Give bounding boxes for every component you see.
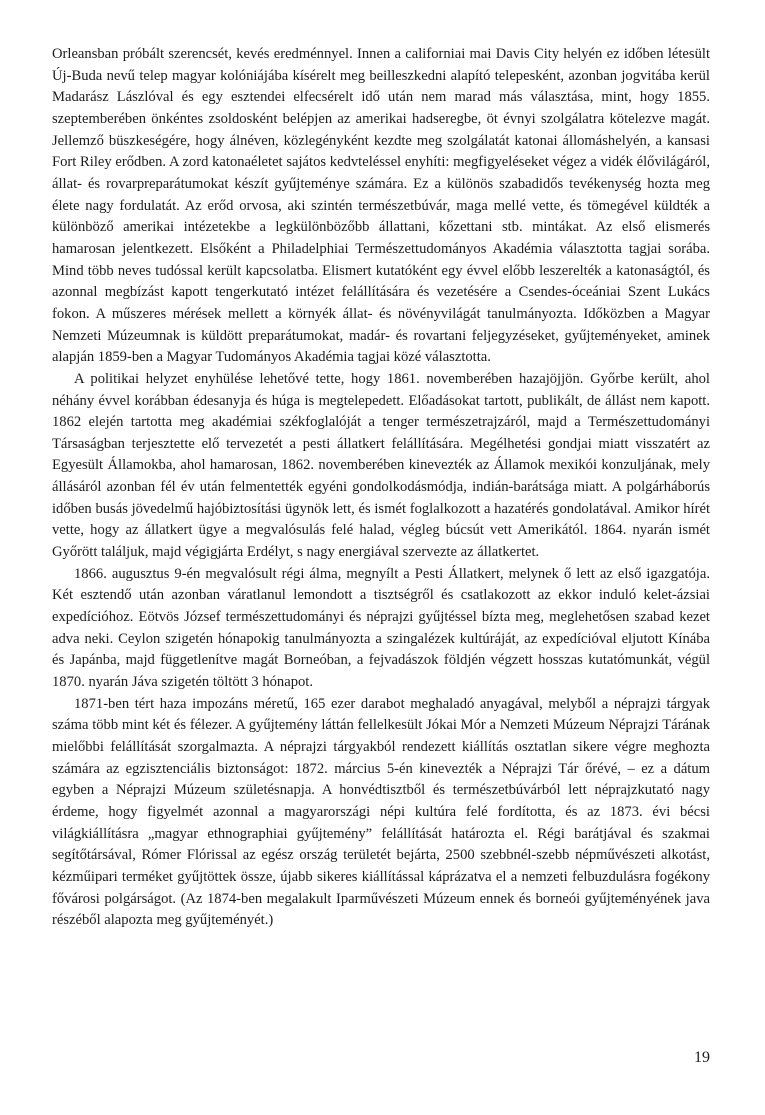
paragraph-return-home: A politikai helyzet enyhülése lehetővé tette, hogy 1861. novemberében hazajöjjön. Győrbe került, ahol néhány évvel korábban édesanyja és húga is megtelepedett. Előadásokat tartott, publikált, de állást nem kapott. 1862 elején tartotta meg akadémiai székfoglalóját a tenger természetrajzáról, majd a Természettudományi Társaságban terjesztette elő tervezetét a pesti állatkert felállítására. Megélhetési gondjai miatt visszatért az Egyesült Államokba, ahol hamarosan, 1862. novemberében kinevezték az Államok mexikói konzuljának, mely állásáról azonban fél év után felmentették egyéni gondolkodásmódja, indián-barátsága miatt. A polgárháborús időben busás jövedelmű hajóbiztosítási ügynök lett, és ismét foglalkozott a hazatérés gondolatával. Amikor hírét vette, hogy az állatkert ügye a megvalósulás felé halad, végleg búcsút vett Amerikától. 1864. nyarán ismét Győrött találjuk, majd végigjárta Erdélyt, s nagy energiával szervezte az állatkertet. [52,370,710,561]
paragraph-continuation: Orleansban próbált szerencsét, kevés eredménnyel. Innen a californiai mai Davis City helyén ez időben létesült Új-Buda nevű telep magyar kolóniájába kísérelt meg beilleszkedni alapító telepesként, azonban jogvitába kerül Madarász Lászlóval és egy esztendei elfecsérelt idő után nem marad más választása, mint, hogy 1855. szeptemberében önkéntes zsoldosként belépjen az amerikai hadseregbe, öt évnyi szolgálatra kötelezve magát. Jellemző büszkeségére, hogy álnéven, közlegényként kezdte meg szolgálatát katonai állomáshelyén, a kansasi Fort Riley erődben. A zord katonaéletet sajátos kedvteléssel enyhíti: megfigyeléseket végez a vidék élővilágáról, állat- és rovarpreparátumokat készít gyűjteménye számára. Ez a különös szabadidős tevékenység hozta meg élete nagy fordulatát. Az erőd orvosa, aki szintén természetbúvár, maga mellé vette, és tömegével küldték a különböző amerikai intézetekbe a legkülönbözőbb állattani, kőzettani stb. mintákat. Az első elismerés hamarosan jelentkezett. Elsőként a Philadelphiai Természettudományos Akadémia választotta tagjai sorába. Mind több neves tudóssal került kapcsolatba. Elismert kutatóként egy évvel előbb leszerelték a katonaságtól, és azonnal megbízást kapott tengerkutató intézet felállítására és vezetésére a Csendes-óceániai Szent Lukács fokon. A műszeres mérések mellett a környék állat- és növényvilágát tanulmányozta. Időközben a Magyar Nemzeti Múzeumnak is küldött preparátumokat, madár- és rovartani feljegyzéseket, gyűjteményeket, aminek alapján 1859-ben a Magyar Tudományos Akadémia tagjai közé választotta. [52,46,710,366]
paragraph-ethnographic-collection: 1871-ben tért haza impozáns méretű, 165 ezer darabot meghaladó anyagával, melyből a néprajzi tárgyak száma több mint két és félezer. A gyűjtemény láttán fellelkesült Jókai Mór a Nemzeti Múzeum Néprajzi Tárának mielőbbi felállítását szorgalmazta. A néprajzi tárgyakból rendezett kiállítás osztatlan sikere végre meghozta számára az egzisztenciális biztonságot: 1872. március 5-én kinevezték a Néprajzi Tár őrévé, – ez a dátum egyben a Néprajzi Múzeum születésnapja. A honvédtisztből és természetbúvárból lett néprajzkutató nagy érdeme, hogy figyelmét azonnal a magyarországi népi kultúra felé fordította, és az 1873. évi bécsi világkiállításra „magyar ethnographiai gyűjtemény” felállítását határozta el. Régi barátjával és szakmai segítőtársával, Rómer Flórissal az egész ország területét bejárta, 2500 szebbnél-szebb népművészeti alkotást, kézműipari terméket gyűjtöttek össze, újabb sikeres kiállítással káprázatva el a nemzeti felbuzdulásra fogékony fővárosi polgárságot. (Az 1874-ben megalakult Iparművészeti Múzeum ennek és borneói gyűjteményének java részéből alapozta meg gyűjteményét.) [52,695,710,929]
page-text-column [52,44,710,932]
page-number: 19 [694,1049,710,1066]
paragraph-zoo-expedition: 1866. augusztus 9-én megvalósult régi álma, megnyílt a Pesti Állatkert, melynek ő lett az első igazgatója. Két esztendő után azonban váratlanul lemondott a tisztségről és csatlakozott az ekkor induló kelet-ázsiai expedícióhoz. Eötvös József természettudományi és néprajzi gyűjtéssel bízta meg, meglehetősen szabad kezet adva neki. Ceylon szigetén hónapokig tanulmányozta a szingalézek kultúráját, az expedícióval eljutott Kínába és Japánba, majd függetlenítve magát Borneóban, a fejvadászok földjén végzett hosszas kutatómunkát, végül 1870. nyarán Jáva szigetén töltött 3 hónapot. [52,565,710,691]
